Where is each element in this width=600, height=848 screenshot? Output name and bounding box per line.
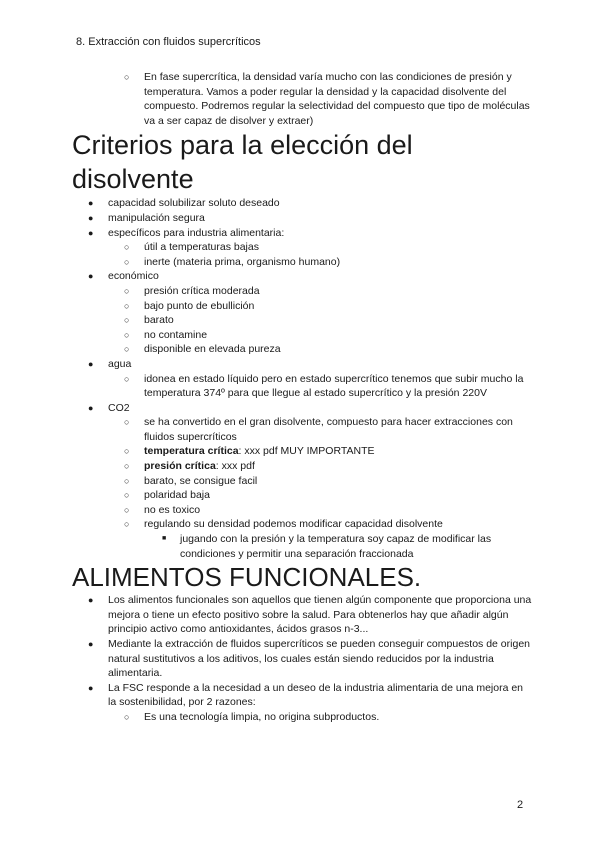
circle-bullet-icon: ○ (124, 446, 130, 457)
list-item-text: Los alimentos funcionales son aquellos que tienen algún componente que proporciona una mejora o tiene un efecto positivo sobre la salud. Para obtenerlos hay que añadir algún principio activo como antioxidantes, ácidos grasos n-3... (108, 594, 532, 636)
list-item (124, 70, 532, 128)
list-item-text: no es toxico (144, 503, 201, 516)
circle-bullet-icon: ○ (124, 711, 130, 722)
list-item-text: inerte (materia prima, organismo humano) (144, 255, 341, 268)
list-item (124, 342, 532, 357)
list-item (124, 459, 532, 474)
bold-term: temperatura crítica (144, 445, 239, 458)
list-item-text: disponible en elevada pureza (144, 343, 281, 356)
list-item (124, 313, 532, 328)
list-item-text: : xxx pdf MUY IMPORTANTE (238, 445, 375, 458)
list-item-text: idonea en estado líquido pero en estado supercrítico tenemos que subir mucho la temperatura 374º para que llegue al estado supercrítico y la presión 220V (144, 372, 524, 400)
section-heading-alimentos: ALIMENTOS FUNCIONALES. (72, 562, 422, 593)
circle-bullet-icon: ○ (124, 504, 130, 515)
list-item (124, 517, 532, 532)
circle-bullet-icon: ○ (124, 519, 130, 530)
square-bullet-icon: ■ (162, 535, 167, 543)
list-item (88, 681, 532, 710)
list-item (124, 284, 532, 299)
list-item (124, 372, 532, 401)
circle-bullet-icon: ○ (124, 300, 130, 311)
list-item (124, 503, 532, 518)
circle-bullet-icon: ○ (124, 242, 130, 253)
list-item (124, 299, 532, 314)
circle-bullet-icon: ○ (124, 461, 130, 472)
disc-bullet-icon: ● (88, 227, 94, 238)
list-item (124, 488, 532, 503)
list-item (124, 240, 532, 255)
list-item (124, 255, 532, 270)
bold-term: presión crítica (144, 460, 216, 473)
running-header: 8. Extracción con fluidos supercríticos (76, 36, 261, 48)
disc-bullet-icon: ● (88, 595, 94, 606)
list-item-text: En fase supercrítica, la densidad varía mucho con las condiciones de presión y temperatura. Vamos a poder regular la densidad y la capacidad disolvente del compuesto. Podremos regular la selectividad del compuesto que tipo de moléculas va a ser capaz de disolver y extraer) (144, 71, 530, 127)
circle-bullet-icon: ○ (124, 417, 130, 428)
list-item (88, 226, 532, 241)
list-item-text: La FSC responde a la necesidad a un deseo de la industria alimentaria de una mejora en la sostenibilidad, por 2 razones: (108, 681, 524, 709)
circle-bullet-icon: ○ (124, 256, 130, 267)
disc-bullet-icon: ● (88, 271, 94, 282)
list-item (124, 710, 532, 725)
disc-bullet-icon: ● (88, 682, 94, 693)
circle-bullet-icon: ○ (124, 475, 130, 486)
circle-bullet-icon: ○ (124, 329, 130, 340)
list-item-text: manipulación segura (108, 211, 205, 224)
list-item-text: barato, se consigue facil (144, 474, 258, 487)
list-item-text: específicos para industria alimentaria: (108, 226, 285, 239)
list-item (124, 328, 532, 343)
list-item-text: Es una tecnología limpia, no origina subproductos. (144, 710, 380, 723)
list-item-text: capacidad solubilizar soluto deseado (108, 197, 280, 210)
disc-bullet-icon: ● (88, 212, 94, 223)
list-item (124, 444, 532, 459)
section-heading-criterios: Criterios para la elección del disolvente (72, 130, 413, 195)
circle-bullet-icon: ○ (124, 373, 130, 384)
list-item-text: Mediante la extracción de fluidos supercríticos se pueden conseguir compuestos de origen natural sustitutivos a los aditivos, los cuales están siendo reducidos por la industria alimentaria. (108, 638, 530, 680)
list-item-text: polaridad baja (144, 489, 210, 502)
list-item-text: se ha convertido en el gran disolvente, compuesto para hacer extracciones con fluidos supercríticos (144, 416, 513, 443)
list-item-text: bajo punto de ebullición (144, 299, 255, 312)
list-item-text: barato (144, 314, 174, 327)
circle-bullet-icon: ○ (124, 285, 130, 296)
page-number: 2 (517, 799, 524, 811)
circle-bullet-icon: ○ (124, 344, 130, 355)
circle-bullet-icon: ○ (124, 72, 130, 82)
list-item-text: agua (108, 357, 132, 370)
list-item-text: útil a temperaturas bajas (144, 241, 259, 254)
list-item (88, 357, 532, 372)
list-item-text: jugando con la presión y la temperatura soy capaz de modificar las condiciones y permitir una separación fraccionada (180, 533, 492, 560)
list-item (88, 637, 532, 681)
disc-bullet-icon: ● (88, 358, 94, 369)
list-item-text: económico (108, 270, 159, 283)
disc-bullet-icon: ● (88, 639, 94, 649)
list-item (88, 211, 532, 226)
list-item (88, 196, 532, 211)
disc-bullet-icon: ● (88, 198, 94, 209)
page-content (72, 70, 532, 725)
circle-bullet-icon: ○ (124, 490, 130, 501)
list-item (162, 532, 532, 561)
list-item (88, 401, 532, 416)
list-item-text: CO2 (108, 401, 130, 414)
list-item (124, 415, 532, 444)
list-item-text: presión crítica moderada (144, 284, 260, 297)
list-item (88, 269, 532, 284)
list-item (88, 593, 532, 637)
list-item (124, 474, 532, 489)
list-item-text: no contamine (144, 328, 208, 341)
disc-bullet-icon: ● (88, 402, 94, 413)
list-item-text: : xxx pdf (215, 460, 255, 473)
circle-bullet-icon: ○ (124, 315, 130, 326)
list-item-text: regulando su densidad podemos modificar capacidad disolvente (144, 518, 443, 531)
